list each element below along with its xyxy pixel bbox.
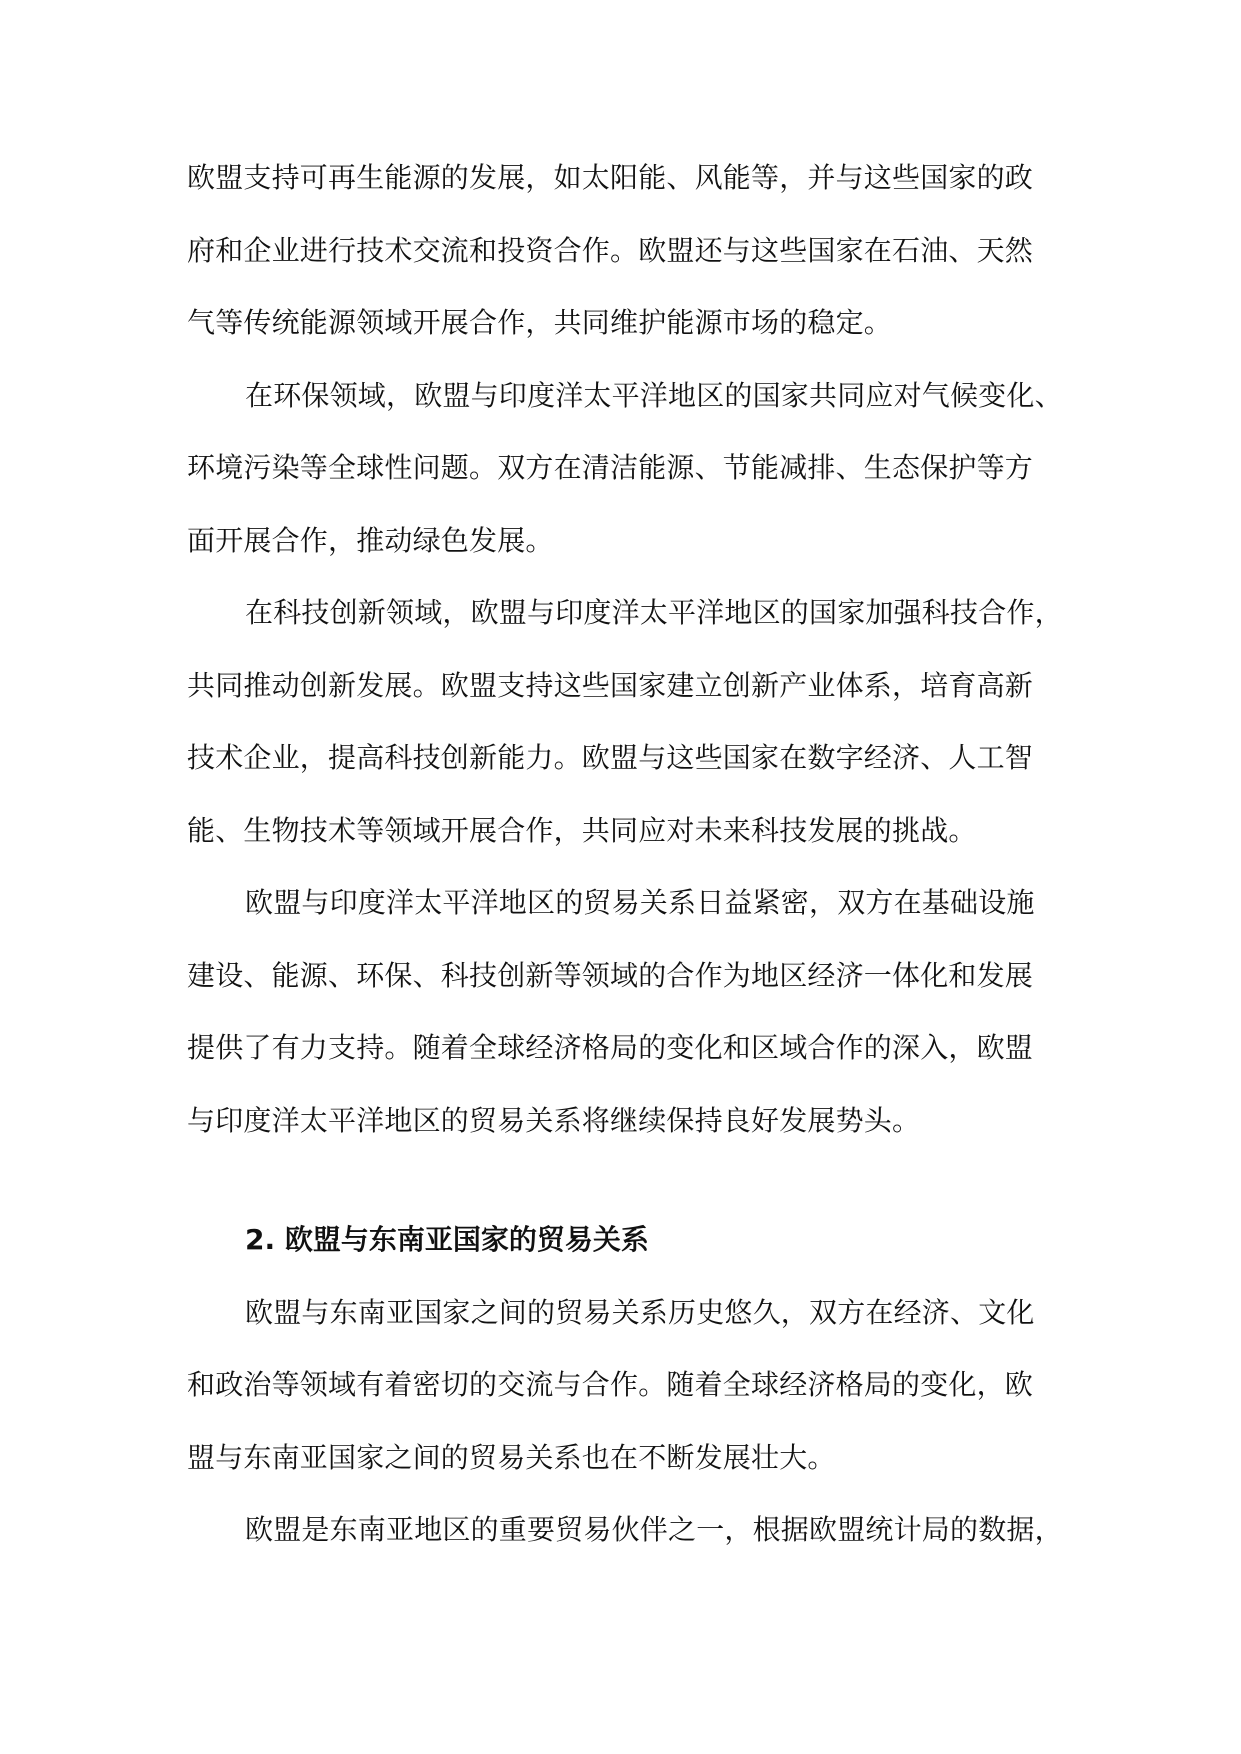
section-spacer (187, 1157, 1057, 1204)
paragraph-line: 环境污染等全球性问题。双方在清洁能源、节能减排、生态保护等方 (187, 451, 1034, 484)
paragraph-first-line: 在环保领域，欧盟与印度洋太平洋地区的国家共同应对气候变化、 (245, 378, 1063, 412)
paragraph-line: 能、生物技术等领域开展合作，共同应对未来科技发展的挑战。 (187, 813, 977, 847)
paragraph-line: 共同推动创新发展。欧盟支持这些国家建立创新产业体系，培育高新 (187, 668, 1034, 702)
paragraph-first-line: 欧盟是东南亚地区的重要贸易伙伴之一，根据欧盟统计局的数据， (245, 1513, 1063, 1546)
section-heading: 2. 欧盟与东南亚国家的贸易关系 (245, 1223, 649, 1256)
paragraph-first-line: 欧盟与印度洋太平洋地区的贸易关系日益紧密，双方在基础设施 (245, 886, 1035, 919)
paragraph-line: 和政治等领域有着密切的交流与合作。随着全球经济格局的变化，欧 (187, 1368, 1034, 1401)
paragraph-first-line: 在科技创新领域，欧盟与印度洋太平洋地区的国家加强科技合作， (245, 596, 1063, 629)
document-body (187, 142, 1063, 1567)
paragraph-line: 建设、能源、环保、科技创新等领域的合作为地区经济一体化和发展 (187, 958, 1034, 992)
paragraph-line: 气等传统能源领域开展合作，共同维护能源市场的稳定。 (187, 306, 893, 339)
paragraph-line: 盟与东南亚国家之间的贸易关系也在不断发展壮大。 (187, 1440, 836, 1474)
paragraph-first-line: 欧盟与东南亚国家之间的贸易关系历史悠久，双方在经济、文化 (245, 1295, 1035, 1329)
paragraph-line: 面开展合作，推动绿色发展。 (187, 523, 554, 557)
paragraph-line: 府和企业进行技术交流和投资合作。欧盟还与这些国家在石油、天然 (187, 233, 1034, 267)
paragraph-line: 欧盟支持可再生能源的发展，如太阳能、风能等，并与这些国家的政 (187, 161, 1034, 194)
paragraph-line: 技术企业，提高科技创新能力。欧盟与这些国家在数字经济、人工智 (187, 741, 1034, 774)
paragraph-line: 提供了有力支持。随着全球经济格局的变化和区域合作的深入，欧盟 (187, 1031, 1034, 1064)
paragraph-line: 与印度洋太平洋地区的贸易关系将继续保持良好发展势头。 (187, 1103, 921, 1137)
